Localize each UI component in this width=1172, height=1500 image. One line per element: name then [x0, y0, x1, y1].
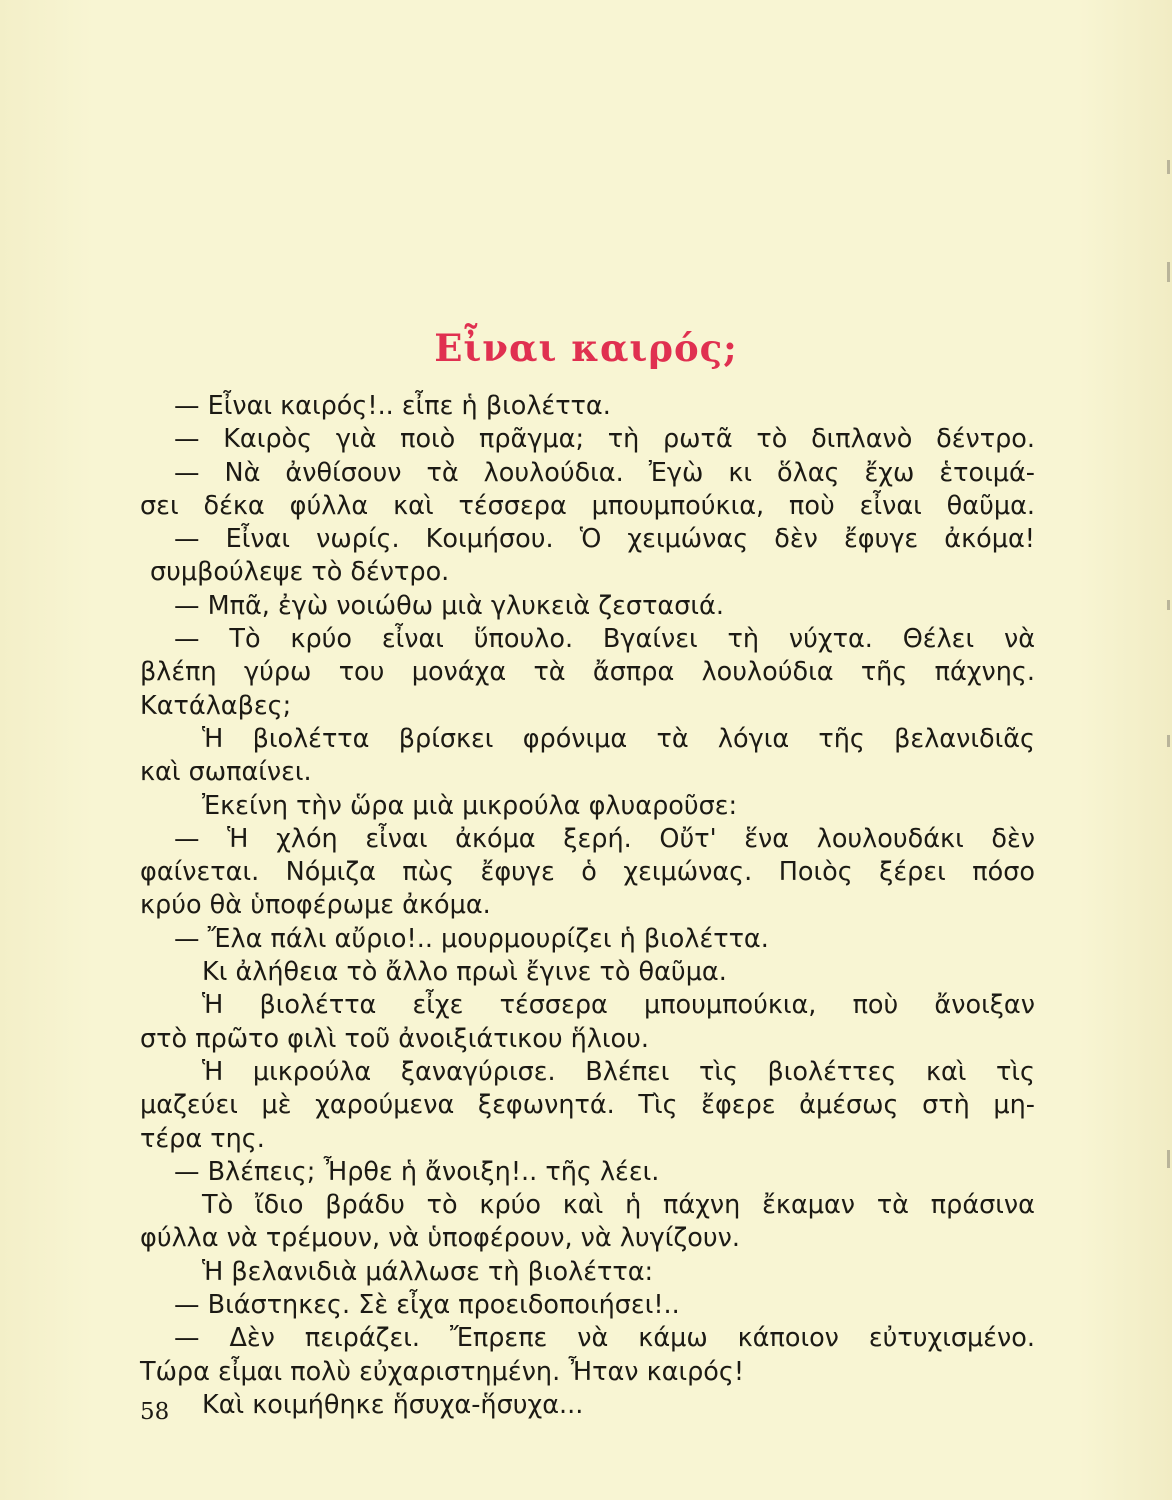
page-edge-mark: [1167, 262, 1170, 282]
text-line: κρύο θὰ ὑποφέρωμε ἀκόμα.: [140, 890, 491, 921]
text-line: Ἐκείνη τὴν ὥρα μιὰ μικρούλα φλυαροῦσε:: [202, 790, 738, 821]
text-line: φαίνεται. Νόμιζα πὼς ἔφυγε ὁ χειμώνας. Ποιὸς ξέρει πόσο: [140, 857, 1035, 888]
text-line: Κι ἀλήθεια τὸ ἄλλο πρωὶ ἔγινε τὸ θαῦμα.: [202, 957, 727, 988]
text-line: — Εἶναι νωρίς. Κοιμήσου. Ὁ χειμώνας δὲν ἔφυγε ἀκόμα!: [174, 524, 1035, 555]
text-line: — Ἡ χλόη εἶναι ἀκόμα ξερή. Οὔτ' ἕνα λουλουδάκι δὲν: [174, 823, 1035, 854]
text-line: φύλλα νὰ τρέμουν, νὰ ὑποφέρουν, νὰ λυγίζουν.: [140, 1223, 740, 1254]
text-line: Τώρα εἶμαι πολὺ εὐχαριστημένη. Ἦταν καιρός!: [140, 1356, 745, 1387]
page-edge-mark: [1167, 735, 1170, 747]
page-edge-mark: [1167, 1150, 1170, 1168]
text-line: Ἡ βελανιδιὰ μάλλωσε τὴ βιολέττα:: [202, 1256, 654, 1287]
text-line: συμβούλεψε τὸ δέντρο.: [150, 557, 450, 588]
text-line: — Καιρὸς γιὰ ποιὸ πρᾶγμα; τὴ ρωτᾶ τὸ διπλανὸ δέντρο.: [174, 424, 1035, 455]
text-line: — Μπᾶ, ἐγὼ νοιώθω μιὰ γλυκειὰ ζεστασιά.: [174, 590, 724, 621]
page-number: 58: [140, 1399, 170, 1425]
text-line: Καὶ κοιμήθηκε ἥσυχα-ἥσυχα...: [202, 1389, 584, 1420]
text-line: Ἡ βιολέττα εἶχε τέσσερα μπουμπούκια, ποὺ ἄνοιξαν: [202, 990, 1035, 1021]
text-line: καὶ σωπαίνει.: [140, 757, 312, 788]
text-line: στὸ πρῶτο φιλὶ τοῦ ἀνοιξιάτικου ἥλιου.: [140, 1023, 650, 1054]
text-line: — Βιάστηκες. Σὲ εἶχα προειδοποιήσει!..: [174, 1290, 680, 1321]
text-line: — Εἶναι καιρός!.. εἶπε ἡ βιολέττα.: [174, 391, 611, 421]
text-line: — Ἔλα πάλι αὔριο!.. μουρμουρίζει ἡ βιολέττα.: [174, 923, 769, 954]
text-line: — Δὲν πειράζει. Ἔπρεπε νὰ κάμω κάποιον εὐτυχισμένο.: [174, 1323, 1035, 1354]
story-text: [140, 390, 1035, 1422]
text-line: σει δέκα φύλλα καὶ τέσσερα μπουμπούκια, ποὺ εἶναι θαῦμα.: [140, 490, 1035, 521]
page-edge-mark: [1167, 160, 1170, 174]
text-line: — Νὰ ἀνθίσουν τὰ λουλούδια. Ἐγὼ κι ὅλας ἔχω ἑτοιμά-: [174, 457, 1035, 488]
text-line: Τὸ ἴδιο βράδυ τὸ κρύο καὶ ἡ πάχνη ἔκαμαν τὰ πράσινα: [202, 1190, 1035, 1221]
text-line: μαζεύει μὲ χαρούμενα ξεφωνητά. Τὶς ἔφερε ἀμέσως στὴ μη-: [140, 1090, 1035, 1121]
page-title: Εἶναι καιρός;: [434, 326, 738, 370]
text-line: Ἡ βιολέττα βρίσκει φρόνιμα τὰ λόγια τῆς βελανιδιᾶς: [202, 723, 1035, 754]
page-edge-mark: [1167, 600, 1170, 610]
text-line: Ἡ μικρούλα ξαναγύρισε. Βλέπει τὶς βιολέττες καὶ τὶς: [202, 1056, 1035, 1087]
text-line: βλέπη γύρω του μονάχα τὰ ἄσπρα λουλούδια τῆς πάχνης.: [140, 657, 1035, 688]
text-line: — Τὸ κρύο εἶναι ὕπουλο. Βγαίνει τὴ νύχτα. Θέλει νὰ: [174, 624, 1035, 655]
text-line: Κατάλαβες;: [140, 690, 292, 721]
text-line: — Βλέπεις; Ἦρθε ἡ ἄνοιξη!.. τῆς λέει.: [174, 1156, 660, 1187]
text-line: τέρα της.: [140, 1123, 265, 1154]
